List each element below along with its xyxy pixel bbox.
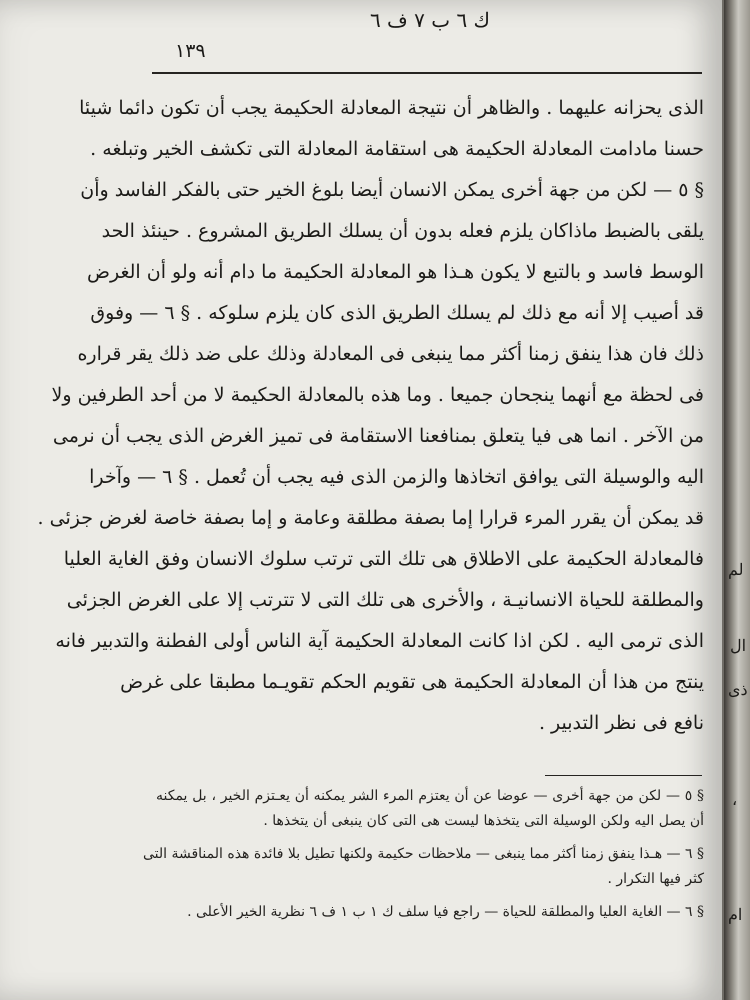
text-line: ينتج من هذا أن المعادلة الحكيمة هى تقويم الحكم تقويـما مطبقا على غرض: [120, 671, 704, 693]
footnote-line: § ٥ — لكن من جهة أخرى — عوضا عن أن يعتزم المرء الشر يمكنه أن يعـتزم الخير ، بل يمكنه: [156, 788, 705, 804]
text-line: والمطلقة للحياة الانسانيـة ، والأخرى هى تلك التى لا تترتب إلا على الغرض الجزئى: [66, 589, 704, 611]
text-line: اليه والوسيلة التى يوافق اتخاذها والزمن الذى فيه يجب أن تُعمل . § ٦ — وآخرا: [89, 466, 704, 488]
text-line: نافع فى نظر التدبير .: [538, 712, 704, 734]
edge-text-fragment: ذى: [728, 680, 748, 699]
edge-text-fragment: ام: [728, 905, 743, 924]
next-page-edge: [724, 0, 750, 1000]
text-line: قد أصيب إلا أنه مع ذلك لم يسلك الطريق الذى كان يلزم سلوكه . § ٦ — وفوق: [90, 302, 704, 324]
text-line: الوسط فاسد و بالتبع لا يكون هـذا هو المعادلة الحكيمة ما دام أنه ولو أن الغرض: [87, 261, 704, 283]
text-line: حسنا مادامت المعادلة الحكيمة هى استقامة المعادلة التى تكشف الخير وتبلغه .: [90, 138, 704, 160]
text-line: قد يمكن أن يقرر المرء قرارا إما بصفة مطلقة وعامة و إما بصفة خاصة لغرض جزئى .: [37, 507, 704, 529]
edge-text-fragment: ،: [732, 790, 738, 809]
text-line: من الآخر . انما هى فيا يتعلق بمنافعنا الاستقامة فى تميز الغرض الذى يجب أن نرمى: [52, 425, 704, 447]
footnote-line: § ٦ — الغاية العليا والمطلقة للحياة — راجع فيا سلف ك ١ ب ١ ف ٦ نظرية الخير الأعلى .: [187, 904, 704, 920]
edge-text-fragment: لم: [728, 560, 744, 579]
footnotes: [142, 784, 705, 925]
footnote-rule: [545, 775, 702, 776]
text-line: فالمعادلة الحكيمة على الاطلاق هى تلك التى ترتب سلوك الانسان وفق الغاية العليا: [63, 548, 704, 570]
text-line: ذلك فان هذا ينفق زمنا أكثر مما ينبغى فى المعادلة وذلك على ضد ذلك يقر قراره: [77, 343, 704, 365]
edge-text-fragment: ال: [730, 636, 747, 655]
text-line: الذى ترمى اليه . لكن اذا كانت المعادلة الحكيمة آية الناس أولى الفطنة والتدبير فانه: [55, 630, 704, 652]
section-signature: ك ٦ ب ٧ ف ٦: [369, 8, 491, 32]
text-line: الذى يحزانه عليهما . والظاهر أن نتيجة المعادلة الحكيمة يجب أن تكون دائما شيئا: [79, 97, 704, 119]
text-line: فى لحظة مع أنهما ينجحان جميعا . وما هذه بالمعادلة الحكيمة لا من أحد الطرفين ولا: [51, 384, 704, 406]
page-number: ١٣٩: [175, 40, 206, 62]
text-line: § ٥ — لكن من جهة أخرى يمكن الانسان أيضا بلوغ الخير حتى بالفكر الفاسد وأن: [80, 179, 704, 201]
footnote-line: كثر فيها التكرار .: [607, 871, 704, 887]
header-rule: [152, 72, 702, 74]
footnote-line: § ٦ — هـذا ينفق زمنا أكثر مما ينبغى — ملاحظات حكيمة ولكنها تطيل بلا فائدة هذه المناقشة التى: [142, 846, 704, 862]
main-text: [37, 88, 704, 744]
text-line: يلقى بالضبط ماذاكان يلزم فعله بدون أن يسلك الطريق المشروع . حينئذ الحد: [101, 220, 704, 242]
footnote-line: أن يصل اليه ولكن الوسيلة التى يتخذها ليست هى التى كان ينبغى أن يتخذها .: [263, 813, 704, 829]
